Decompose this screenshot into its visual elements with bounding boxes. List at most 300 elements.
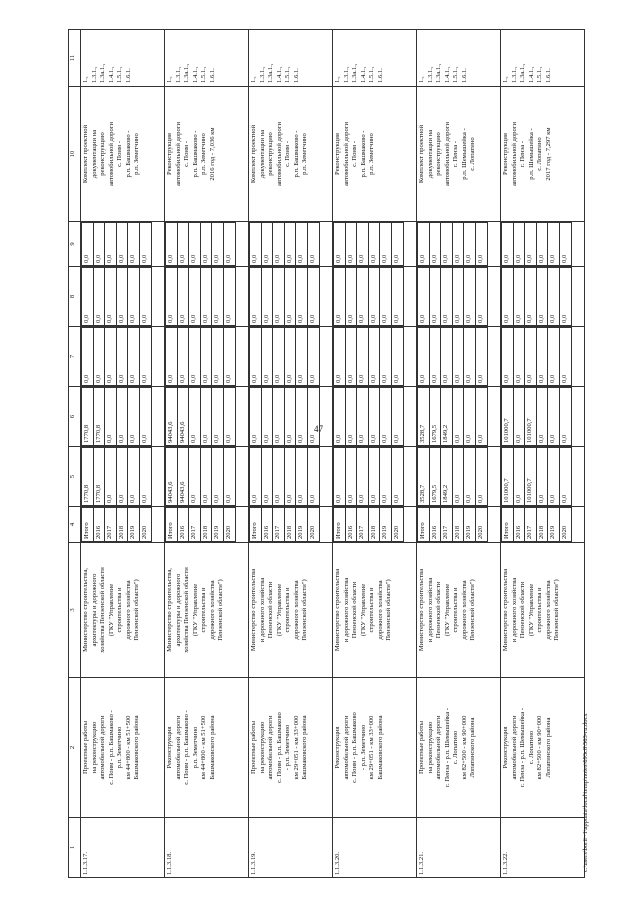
value: 0,0 <box>177 328 189 386</box>
value-list <box>333 387 404 446</box>
text-line: дорожного хозяйства <box>208 580 216 640</box>
value-cell <box>417 387 501 447</box>
year: 2016 <box>345 508 357 542</box>
text-line: с. Поим - р.п. Башмаково <box>275 712 283 783</box>
text-line: автомобильной дороги <box>275 122 283 186</box>
text-line: автомобильной дороги <box>443 122 451 186</box>
value: 0,0 <box>273 223 285 266</box>
text-line: 1.6.1. <box>376 68 384 83</box>
value: 1770,8 <box>93 388 105 446</box>
value-cell <box>165 447 249 507</box>
expected-result <box>81 87 165 222</box>
value-list <box>501 327 572 386</box>
value: 0,0 <box>429 223 441 266</box>
value-list <box>417 447 488 506</box>
text-line: Министерство строительства <box>502 568 509 652</box>
text-line: Пензенской области <box>267 581 274 639</box>
row-number: 1.1.3.21. <box>417 818 501 878</box>
value: 0,0 <box>513 388 525 446</box>
value: 0,0 <box>429 328 441 386</box>
value: 0,0 <box>475 268 487 326</box>
value: 0,0 <box>418 223 430 266</box>
value-cell <box>81 222 165 267</box>
year: 2018 <box>200 508 212 542</box>
value: 0,0 <box>82 268 94 326</box>
year: 2019 <box>128 508 140 542</box>
value: 0,0 <box>139 328 151 386</box>
value-list <box>417 267 488 326</box>
value-list <box>501 267 572 326</box>
text-line: 1., <box>502 76 509 83</box>
text-line: автомобильной дороги <box>99 715 106 780</box>
executor <box>333 543 417 678</box>
event-name <box>165 678 249 818</box>
value: 0,0 <box>536 388 548 446</box>
value: 0,0 <box>334 268 346 326</box>
value: 0,0 <box>513 268 525 326</box>
text-line: - р.п. Земетчино <box>284 724 291 771</box>
text-line: дорожного хозяйства <box>292 580 300 640</box>
years-cell <box>333 507 417 543</box>
value: 0,0 <box>223 388 235 446</box>
value: 0,0 <box>307 223 319 266</box>
text-line: Министерство строительства <box>418 568 425 652</box>
text-line: р.п. Шемышейка - <box>460 128 468 180</box>
text-line: Пензенской области") <box>217 579 224 641</box>
text-line: Комплект проектной <box>82 124 89 184</box>
value: 0,0 <box>525 328 537 386</box>
value-list <box>333 327 404 386</box>
value: 0,0 <box>116 268 128 326</box>
event-name <box>417 678 501 818</box>
rotated-table-area <box>68 30 592 878</box>
value: 0,0 <box>357 388 369 446</box>
year: Итого <box>334 508 346 542</box>
text-line: Пензенской области") <box>385 579 392 641</box>
indicator-refs <box>165 30 249 87</box>
text-line: Министерство строительства, <box>166 568 173 652</box>
value: 0,0 <box>475 223 487 266</box>
value: 94043,6 <box>177 388 189 446</box>
page-number: 47 <box>314 424 323 434</box>
text-line: 1.6.1. <box>208 68 216 83</box>
value-cell <box>81 267 165 327</box>
text-line: 1.3.1., <box>258 66 266 83</box>
indicator-refs <box>249 30 333 87</box>
text-line: на реконструкцию <box>90 721 98 774</box>
value-list <box>81 222 152 266</box>
text-line: 1.3а.1., <box>435 63 442 83</box>
text-line: автомобильной дороги <box>174 122 182 186</box>
value: 0,0 <box>559 268 571 326</box>
value: 0,0 <box>200 448 212 506</box>
year: 2020 <box>391 508 403 542</box>
value: 0,0 <box>418 268 430 326</box>
text-line: Проектные работы <box>418 721 425 774</box>
year: Итого <box>82 508 94 542</box>
expected-result <box>333 87 417 222</box>
value: 0,0 <box>559 328 571 386</box>
text-line: и дорожного хозяйства <box>342 577 350 643</box>
value: 0,0 <box>177 223 189 266</box>
value: 0,0 <box>284 328 296 386</box>
value: 0,0 <box>116 388 128 446</box>
value: 0,0 <box>548 388 560 446</box>
value-list <box>165 267 236 326</box>
value: 0,0 <box>139 268 151 326</box>
value-list <box>249 327 320 386</box>
value: 0,0 <box>475 448 487 506</box>
indicator-refs <box>417 30 501 87</box>
value: 0,0 <box>464 223 476 266</box>
text-line: с. Лопатино <box>527 730 535 765</box>
value: 0,0 <box>261 328 273 386</box>
value: 0,0 <box>223 223 235 266</box>
text-line: документации на <box>90 129 98 179</box>
value: 0,0 <box>273 388 285 446</box>
text-line: (ГКУ "Управление <box>359 583 367 637</box>
text-line: 1.6.1. <box>460 68 468 83</box>
text-line: - р.п. Земетчино <box>359 724 367 771</box>
value-cell <box>501 222 585 267</box>
executor <box>501 543 585 678</box>
value: 0,0 <box>418 328 430 386</box>
text-line: Лопатинского района <box>544 717 552 778</box>
value: 0,0 <box>261 223 273 266</box>
row-number: 1.1.3.17. <box>81 818 165 878</box>
text-line: реконструкцию <box>267 132 274 176</box>
executor <box>81 543 165 678</box>
value: 0,0 <box>513 448 525 506</box>
text-line: автомобильной дороги <box>435 715 442 780</box>
value: 0,0 <box>391 223 403 266</box>
value-list <box>165 387 236 446</box>
year: 2018 <box>116 508 128 542</box>
value: 0,0 <box>139 388 151 446</box>
col-header: 11 <box>69 30 81 87</box>
value: 0,0 <box>513 223 525 266</box>
value: 0,0 <box>273 448 285 506</box>
text-line: 1.3.1., <box>342 66 350 83</box>
value: 0,0 <box>464 328 476 386</box>
year: 2016 <box>93 508 105 542</box>
value: 0,0 <box>357 448 369 506</box>
value: 0,0 <box>189 448 201 506</box>
table-row <box>165 30 249 878</box>
year: Итого <box>502 508 514 542</box>
year-list <box>249 507 320 542</box>
value-cell <box>165 267 249 327</box>
value: 0,0 <box>345 268 357 326</box>
text-line: автомобильной дороги <box>510 122 518 186</box>
text-line: р.п. Башмаково - <box>359 130 367 178</box>
value: 0,0 <box>128 328 140 386</box>
text-line: Проектные работы <box>250 721 257 774</box>
value-list <box>165 447 236 506</box>
value: 0,0 <box>250 223 262 266</box>
event-name <box>501 678 585 818</box>
text-line: Пензенской области <box>519 581 526 639</box>
indicator-refs <box>333 30 417 87</box>
value: 0,0 <box>502 223 514 266</box>
text-line: с. Лопатино <box>469 137 476 171</box>
col-header: 1 <box>69 818 81 878</box>
value: 0,0 <box>464 268 476 326</box>
value-cell <box>501 387 585 447</box>
value: 0,0 <box>128 268 140 326</box>
value-cell <box>417 447 501 507</box>
value: 0,0 <box>441 223 453 266</box>
text-line: 1.3а.1., <box>183 63 190 83</box>
year-list <box>81 507 152 542</box>
text-line: автомобильной дороги <box>174 715 182 780</box>
value: 101000,7 <box>502 448 514 506</box>
executor <box>417 543 501 678</box>
value: 0,0 <box>525 268 537 326</box>
value: 3528,7 <box>418 388 430 446</box>
text-line: 1.3.1., <box>426 66 434 83</box>
text-line: с. Поим - <box>284 141 291 167</box>
year: Итого <box>166 508 178 542</box>
value: 0,0 <box>212 223 224 266</box>
value: 0,0 <box>345 448 357 506</box>
year: 2016 <box>429 508 441 542</box>
value: 3528,7 <box>418 448 430 506</box>
value: 0,0 <box>250 268 262 326</box>
text-line: 1., <box>418 76 425 83</box>
text-line: Комплект проектной <box>250 124 257 184</box>
value-cell <box>249 327 333 387</box>
value: 0,0 <box>296 223 308 266</box>
text-line: и дорожного хозяйства <box>510 577 518 643</box>
value-cell <box>501 447 585 507</box>
text-line: автомобильной дороги <box>342 715 350 780</box>
value-list <box>249 447 320 506</box>
text-line: (ГКУ "Управление <box>275 583 283 637</box>
value: 0,0 <box>284 268 296 326</box>
value: 101000,7 <box>502 388 514 446</box>
value: 0,0 <box>166 223 178 266</box>
text-line: с. Поим - р.п. Башмаково <box>351 712 358 783</box>
footer-file-path: c:\users\borii~1\appdata\local\temp\notes\693c8\563-ru.docx <box>582 713 589 872</box>
year: 2020 <box>307 508 319 542</box>
text-line: Башмаковского района <box>208 715 216 780</box>
value: 0,0 <box>391 328 403 386</box>
value: 0,0 <box>200 268 212 326</box>
value-list <box>333 447 404 506</box>
value-cell <box>333 222 417 267</box>
text-line: 1.5.1., <box>200 66 207 83</box>
value: 0,0 <box>357 328 369 386</box>
value: 0,0 <box>334 328 346 386</box>
value: 0,0 <box>559 223 571 266</box>
value: 0,0 <box>334 223 346 266</box>
value-list <box>501 222 572 266</box>
value-cell <box>417 222 501 267</box>
text-line: г. Пенза - <box>519 141 526 167</box>
value: 0,0 <box>464 448 476 506</box>
value: 1679,5 <box>429 448 441 506</box>
text-line: строительства и <box>200 587 207 633</box>
value: 0,0 <box>307 328 319 386</box>
value-cell <box>417 267 501 327</box>
value: 0,0 <box>261 388 273 446</box>
value: 0,0 <box>380 223 392 266</box>
text-line: км 44+800 - км 51+500 <box>124 715 132 780</box>
text-line: 1., <box>82 76 89 83</box>
indicator-refs <box>501 30 585 87</box>
executor <box>249 543 333 678</box>
text-line: 1.4.1., <box>443 66 451 83</box>
executor <box>165 543 249 678</box>
value: 0,0 <box>250 388 262 446</box>
text-line: на реконструкцию <box>258 721 266 774</box>
text-line: 1.4.1., <box>275 66 283 83</box>
value: 0,0 <box>368 328 380 386</box>
col-header: 5 <box>69 447 81 507</box>
value-list <box>249 267 320 326</box>
text-line: р.п. Земетчино <box>116 726 123 769</box>
value: 0,0 <box>273 268 285 326</box>
text-line: документации на <box>258 129 266 179</box>
value: 94043,6 <box>166 448 178 506</box>
value: 0,0 <box>212 328 224 386</box>
value-list <box>333 267 404 326</box>
row-number: 1.1.3.20. <box>333 818 417 878</box>
text-line: 1.3.1., <box>90 66 98 83</box>
value: 0,0 <box>261 448 273 506</box>
value-list <box>81 327 152 386</box>
text-line: р.п. Земетчино <box>301 133 308 175</box>
col-header: 7 <box>69 327 81 387</box>
value: 0,0 <box>345 223 357 266</box>
row-number: 1.1.3.18. <box>165 818 249 878</box>
value: 0,0 <box>116 223 128 266</box>
value: 0,0 <box>368 223 380 266</box>
text-line: км 29+051 - км 33+000 <box>292 715 300 780</box>
year-list <box>417 507 488 542</box>
text-line: р.п. Башмаково - <box>191 130 199 178</box>
table-row <box>249 30 333 878</box>
value-cell <box>501 327 585 387</box>
text-line: 1.6.1. <box>292 68 300 83</box>
value: 0,0 <box>116 328 128 386</box>
year: 2019 <box>296 508 308 542</box>
value: 0,0 <box>452 223 464 266</box>
text-line: Реконструкция <box>334 133 341 175</box>
text-line: (ГКУ "Управление <box>107 583 115 637</box>
value-list <box>165 327 236 386</box>
value: 0,0 <box>189 388 201 446</box>
value: 1770,8 <box>82 448 94 506</box>
value: 0,0 <box>536 448 548 506</box>
value: 0,0 <box>380 448 392 506</box>
text-line: Пензенской области") <box>553 579 560 641</box>
text-line: дорожного хозяйства <box>376 580 384 640</box>
expected-result <box>249 87 333 222</box>
value-list <box>249 222 320 266</box>
value: 0,0 <box>368 388 380 446</box>
text-line: 1.4.1., <box>359 66 367 83</box>
year: 2020 <box>223 508 235 542</box>
value: 0,0 <box>357 223 369 266</box>
text-line: Министерство строительства <box>250 568 257 652</box>
text-line: 1.3а.1., <box>519 63 526 83</box>
year: 2020 <box>475 508 487 542</box>
text-line: 1.4.1., <box>527 66 535 83</box>
value: 0,0 <box>116 448 128 506</box>
text-line: 1.3.1., <box>510 66 518 83</box>
value: 0,0 <box>559 448 571 506</box>
text-line: р.п. Шемышейка - <box>527 128 535 180</box>
col-header: 2 <box>69 678 81 818</box>
value: 0,0 <box>105 328 117 386</box>
value: 0,0 <box>105 268 117 326</box>
year: 2019 <box>380 508 392 542</box>
text-line: км 29+051 - км 33+000 <box>368 715 375 780</box>
value: 0,0 <box>334 388 346 446</box>
value: 0,0 <box>357 268 369 326</box>
value: 0,0 <box>128 448 140 506</box>
text-line: 1.6.1. <box>544 68 552 83</box>
value: 0,0 <box>200 388 212 446</box>
text-line: с. Поим - р.п. Башмаково - <box>183 710 190 785</box>
table-row <box>333 30 417 878</box>
value: 0,0 <box>452 268 464 326</box>
value-cell <box>333 447 417 507</box>
value-list <box>333 222 404 266</box>
text-line: Министерство строительства, <box>82 568 89 652</box>
col-header: 4 <box>69 507 81 543</box>
value: 0,0 <box>307 388 319 446</box>
text-line: Башмаковского района <box>133 715 140 780</box>
value: 0,0 <box>513 328 525 386</box>
value: 0,0 <box>296 388 308 446</box>
text-line: Пензенской области") <box>469 579 476 641</box>
value: 0,0 <box>284 448 296 506</box>
year: 2018 <box>284 508 296 542</box>
value: 0,0 <box>82 328 94 386</box>
years-cell <box>81 507 165 543</box>
year: 2016 <box>261 508 273 542</box>
value: 101000,7 <box>525 388 537 446</box>
text-line: строительства и <box>536 587 543 633</box>
value-cell <box>165 387 249 447</box>
expected-result <box>417 87 501 222</box>
table-row <box>81 30 165 878</box>
value: 0,0 <box>380 328 392 386</box>
value-list <box>249 387 320 446</box>
value: 0,0 <box>105 388 117 446</box>
year: 2017 <box>525 508 537 542</box>
col-header: 10 <box>69 87 81 222</box>
col-header: 8 <box>69 267 81 327</box>
value-list <box>81 447 152 506</box>
value: 0,0 <box>368 268 380 326</box>
value: 0,0 <box>345 388 357 446</box>
event-name <box>81 678 165 818</box>
text-line: строительства и <box>284 587 291 633</box>
value: 0,0 <box>105 448 117 506</box>
text-line: Пензенской области <box>351 581 358 639</box>
value: 0,0 <box>548 223 560 266</box>
text-line: Пензенской области") <box>301 579 308 641</box>
value: 0,0 <box>139 223 151 266</box>
value: 0,0 <box>502 268 514 326</box>
year: 2017 <box>273 508 285 542</box>
value: 0,0 <box>189 223 201 266</box>
value: 0,0 <box>391 388 403 446</box>
